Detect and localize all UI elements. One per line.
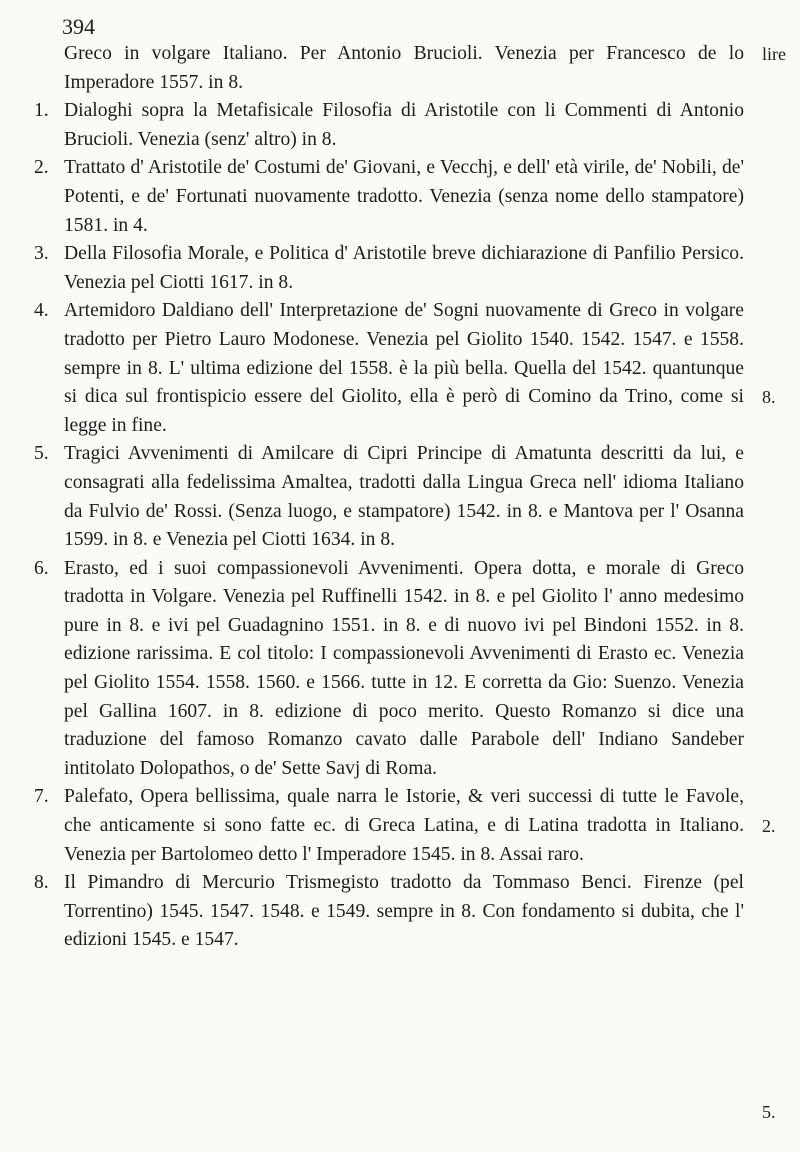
entry-number: 6. (34, 557, 49, 579)
catalog-entry (34, 297, 744, 440)
entry-number: 2. (34, 157, 49, 179)
entry-text: Artemidoro Daldiano dell' Interpretazione de' Sogni nuovamente di Greco in volgare tradotto per Pietro Lauro Modonese. Venezia pel Giolito 1540. 1542. 1547. e 1558. sempre in 8. L' ultima edizione del 1558. è la più bella. Quella del 1542. quantunque si dica sul frontispicio essere del Giolito, ella è però di Comino da Trino, come si legge in fine. (64, 300, 744, 436)
intro-paragraph: Greco in volgare Italiano. Per Antonio Brucioli. Venezia per Francesco de lo Imperadore 1557. in 8. (64, 43, 744, 93)
entry-text: Il Pimandro di Mercurio Trismegisto tradotto da Tommaso Benci. Firenze (pel Torrentino) 1545. 1547. 1548. e 1549. sempre in 8. Con fondamento si dubita, che l' edizioni 1545. e 1547. (64, 872, 744, 951)
margin-note: lire (762, 44, 786, 64)
entry-text: Trattato d' Aristotile de' Costumi de' Giovani, e Vecchj, e dell' età virile, de' Nobili, de' Potenti, e de' Fortunati nuovamente tradotto. Venezia (senza nome dello stampatore) 1581. in 4. (64, 157, 744, 236)
margin-note: 5. (762, 1102, 776, 1122)
entry-number: 7. (34, 786, 49, 808)
entry-number: 5. (34, 443, 49, 465)
catalog-entry (34, 154, 744, 240)
margin-note: 8. (762, 387, 776, 407)
entry-text: Della Filosofia Morale, e Politica d' Aristotile breve dichiarazione di Panfilio Persico. Venezia pel Ciotti 1617. in 8. (64, 243, 744, 293)
catalog-entry (34, 440, 744, 554)
catalog-entry (34, 783, 744, 869)
entry-text: Palefato, Opera bellissima, quale narra le Istorie, & veri successi di tutte le Favole, che anticamente si sono fatte ec. di Greca Latina, e di Latina tradotta in Italiano. Venezia per Bartolomeo detto l' Imperadore 1545. in 8. Assai raro. (64, 786, 744, 865)
entry-text: Erasto, ed i suoi compassionevoli Avvenimenti. Opera dotta, e morale di Greco tradotta in Volgare. Venezia pel Ruffinelli 1542. in 8. e pel Giolito l' anno medesimo pure in 8. e ivi pel Guadagnino 1551. in 8. e di nuovo ivi pel Bindoni 1552. in 8. edizione rarissima. E col titolo: I compassionevoli Avvenimenti di Erasto ec. Venezia pel Giolito 1554. 1558. 1560. e 1566. tutte in 12. E corretta da Gio: Suenzo. Venezia pel Gallina 1607. in 8. edizione di poco merito. Questo Romanzo si dice una traduzione del famoso Romanzo cavato dalle Parabole dell' Indiano Sandeber intitolato Dolopathos, o de' Sette Savj di Roma. (64, 557, 744, 779)
entry-number: 3. (34, 243, 49, 265)
page-number: 394 (62, 14, 95, 39)
entry-number: 4. (34, 300, 49, 322)
catalog-entry (34, 869, 744, 955)
entry-number: 8. (34, 872, 49, 894)
catalog-entry (34, 97, 744, 154)
catalog-entry (34, 555, 744, 784)
catalog-entry (34, 240, 744, 297)
entry-text: Tragici Avvenimenti di Amilcare di Cipri Principe di Amatunta descritti da lui, e consagrati alla fedelissima Amaltea, tradotti dalla Lingua Greca nell' idioma Italiano da Fulvio de' Rossi. (Senza luogo, e stampatore) 1542. in 8. e Mantova per l' Osanna 1599. in 8. e Venezia pel Ciotti 1634. in 8. (64, 443, 744, 551)
entry-text: Dialoghi sopra la Metafisicale Filosofia di Aristotile con li Commenti di Antonio Brucioli. Venezia (senz' altro) in 8. (64, 100, 744, 150)
margin-note: 2. (762, 816, 776, 836)
catalog-text (34, 40, 744, 955)
entry-number: 1. (34, 100, 49, 122)
